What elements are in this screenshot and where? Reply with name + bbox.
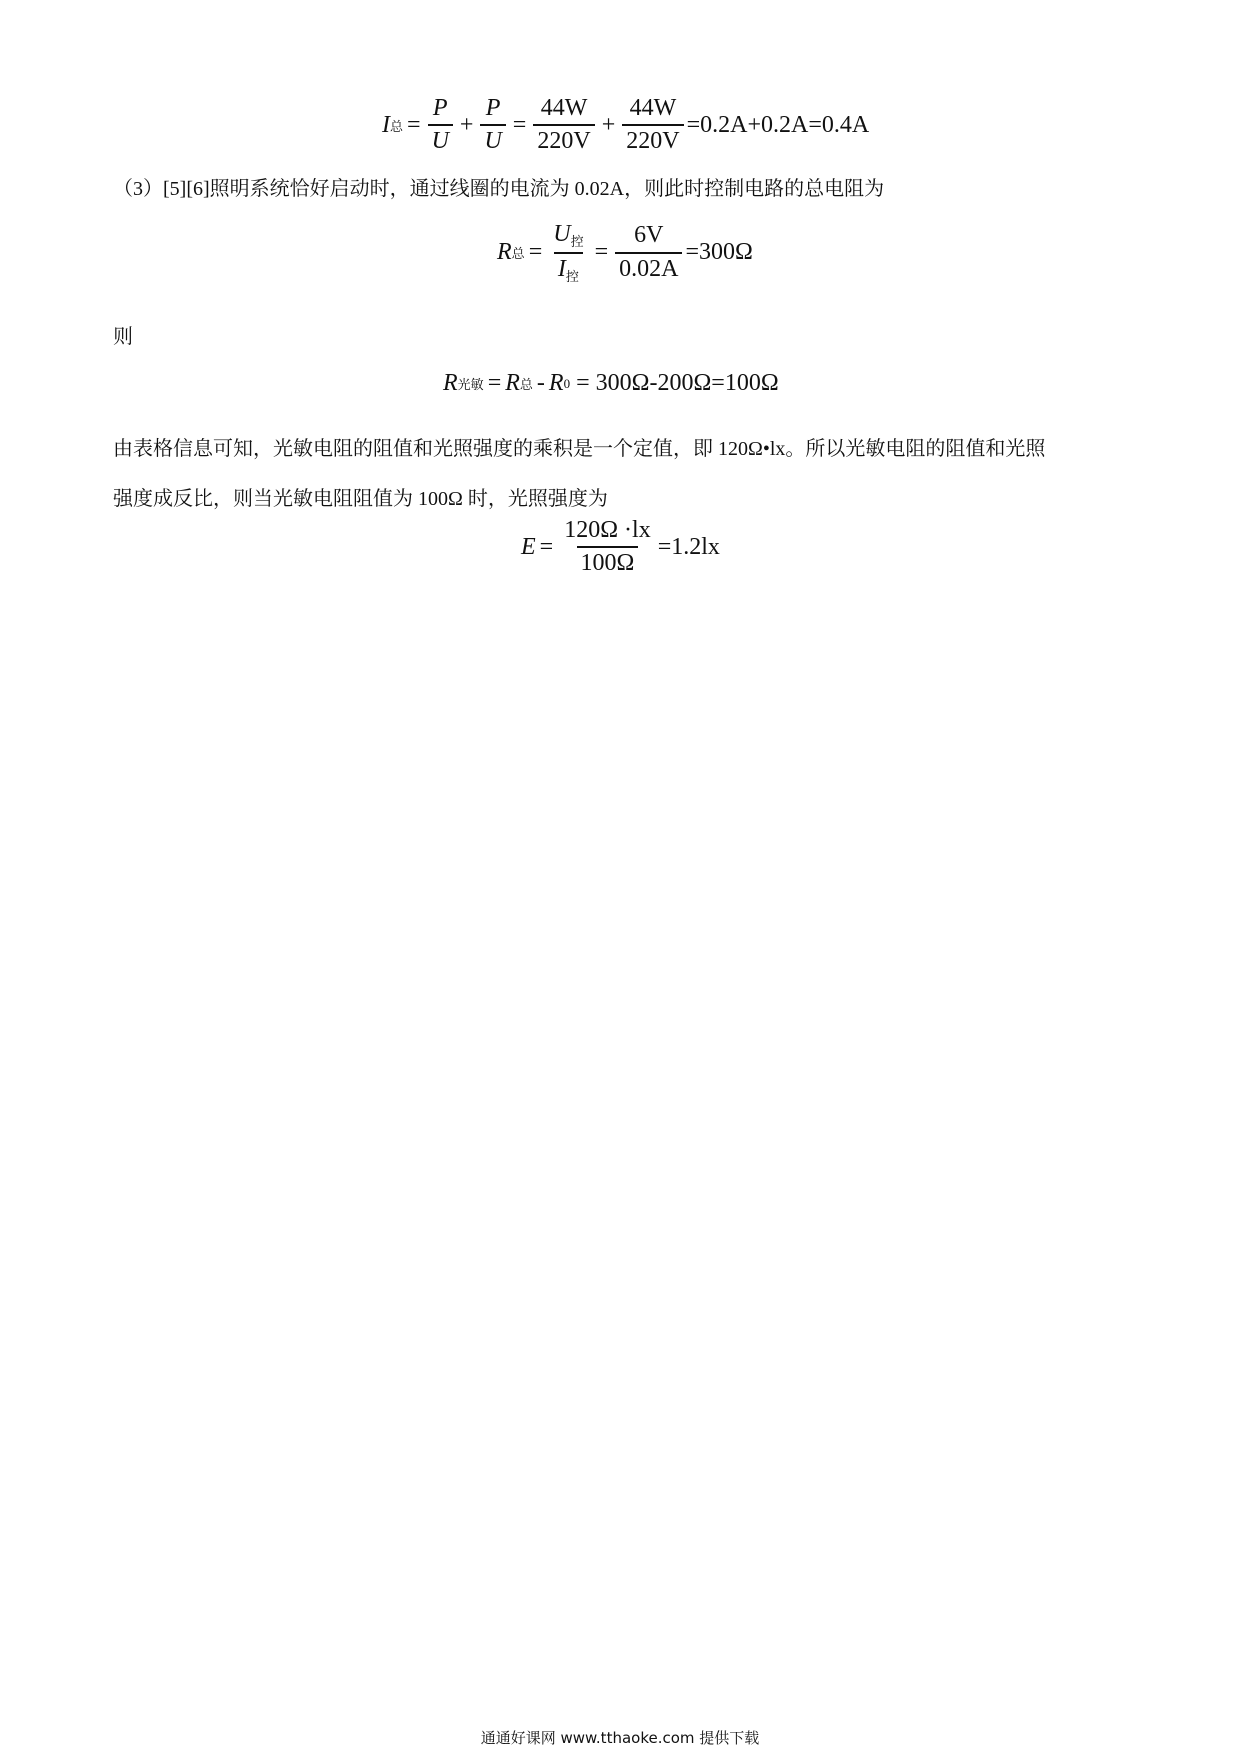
eq2-equals-2: = xyxy=(594,239,609,266)
paragraph-table-info: 由表格信息可知，光敏电阻的阻值和光照强度的乘积是一个定值，即 120Ω•lx。所以光敏电阻的阻值和光照 xyxy=(113,438,1046,460)
eq1-f1-den: U xyxy=(428,124,453,154)
eq3-minus: - xyxy=(536,370,545,396)
eq1-f3-den: 220V xyxy=(533,124,594,154)
eq1-f3-num: 44W xyxy=(540,95,588,121)
eq1-fraction-1 xyxy=(428,96,453,154)
eq1-plus-2: + xyxy=(601,111,616,138)
paragraph-step-3: （3）[5][6]照明系统恰好启动时，通过线圈的电流为 0.02A，则此时控制电路的总电阻为 xyxy=(113,178,885,200)
eq1-plus: + xyxy=(459,111,474,138)
eq1-fraction-2 xyxy=(480,96,505,154)
eq1-f4-num: 44W xyxy=(629,95,677,121)
eq3-sub-1: 光敏 xyxy=(457,377,484,392)
eq3-equals: = xyxy=(487,370,502,396)
eq2-num-var: U xyxy=(553,221,571,247)
equation-illuminance xyxy=(521,518,720,576)
equation-photoresistor xyxy=(443,370,779,397)
eq2-result: =300Ω xyxy=(685,239,753,266)
paragraph-then: 则 xyxy=(113,326,133,348)
eq2-f2-den: 0.02A xyxy=(615,252,682,282)
eq4-den: 100Ω xyxy=(577,546,639,576)
paragraph-inverse-ratio: 强度成反比，则当光敏电阻阻值为 100Ω 时，光照强度为 xyxy=(113,488,608,510)
eq3-var-1: R xyxy=(443,370,458,396)
eq1-lhs-sub: 总 xyxy=(390,118,404,134)
eq1-f2-den: U xyxy=(480,124,505,154)
eq2-f1-num xyxy=(549,222,587,252)
eq3-sub-3: 0 xyxy=(563,375,571,391)
eq2-lhs-var: R xyxy=(497,239,512,266)
eq1-fraction-4 xyxy=(622,96,683,154)
equation-total-current xyxy=(382,96,869,154)
eq3-var-2: R xyxy=(505,370,520,396)
eq1-equals-2: = xyxy=(512,111,527,138)
eq4-equals: = xyxy=(539,533,554,560)
eq4-result: =1.2lx xyxy=(657,533,720,560)
eq2-equals: = xyxy=(528,239,543,266)
page-footer: 通通好课网 www.tthaoke.com 提供下载 xyxy=(480,1729,760,1747)
eq3-var-3: R xyxy=(548,370,564,396)
eq2-fraction-2 xyxy=(615,223,682,281)
eq3-sub-2: 总 xyxy=(519,377,533,392)
eq4-fraction xyxy=(560,518,655,576)
eq1-f4-den: 220V xyxy=(622,124,683,154)
eq2-num-sub: 控 xyxy=(570,234,584,249)
eq1-f2-num: P xyxy=(485,95,501,121)
eq2-lhs-sub: 总 xyxy=(511,246,525,262)
eq4-lhs-var: E xyxy=(521,533,536,560)
eq2-f1-den xyxy=(554,252,583,284)
eq1-equals: = xyxy=(407,111,421,138)
eq2-f2-num: 6V xyxy=(634,222,664,249)
eq1-lhs-var: I xyxy=(382,111,390,138)
eq1-result: =0.2A+0.2A=0.4A xyxy=(686,111,870,138)
eq2-fraction-1 xyxy=(549,222,587,283)
eq4-num: 120Ω ·lx xyxy=(564,517,651,543)
eq2-den-sub: 控 xyxy=(565,268,579,284)
eq1-fraction-3 xyxy=(533,96,594,154)
eq1-f1-num: P xyxy=(432,95,448,121)
eq3-result: = 300Ω-200Ω=100Ω xyxy=(576,370,779,396)
eq2-den-var: I xyxy=(557,255,566,282)
equation-total-resistance xyxy=(497,222,753,283)
